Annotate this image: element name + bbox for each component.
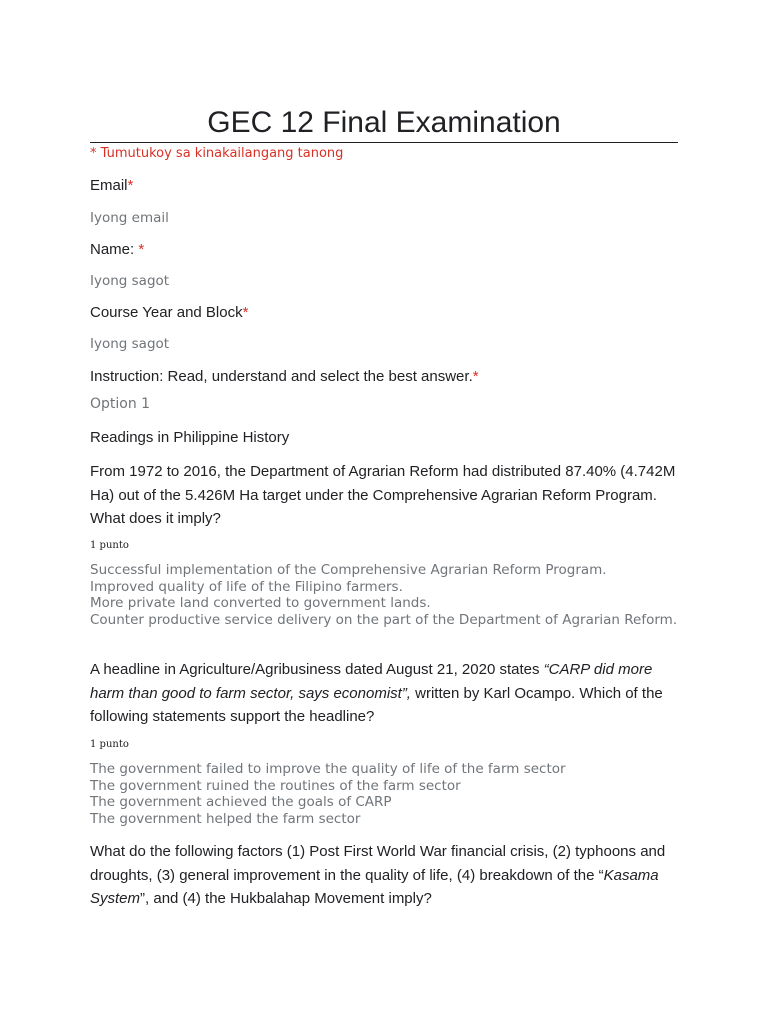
section-title: Readings in Philippine History bbox=[90, 429, 290, 446]
option-item[interactable]: Successful implementation of the Comprehensive Agrarian Reform Program. bbox=[90, 562, 607, 578]
email-field[interactable]: Iyong email bbox=[90, 210, 169, 226]
instruction-label bbox=[90, 367, 479, 387]
question-1-text: From 1972 to 2016, the Department of Agrarian Reform had distributed 87.40% (4.742M Ha) out of the 5.426M Ha target under the Comprehensive Agrarian Reform Program. What does it imply? bbox=[90, 463, 676, 527]
question-2-text-end: written by Karl Ocampo. Which of the following statements support the headline? bbox=[90, 684, 663, 725]
question-3-text bbox=[90, 840, 678, 911]
required-star: * bbox=[472, 368, 479, 385]
name-label bbox=[90, 240, 144, 260]
instruction-option[interactable]: Option 1 bbox=[90, 396, 151, 412]
question-3-kasama-system: Kasama System bbox=[90, 866, 659, 907]
email-label bbox=[90, 176, 133, 196]
course-field[interactable]: Iyong sagot bbox=[90, 336, 170, 352]
question-1-points: 1 punto bbox=[90, 540, 129, 551]
required-star: * bbox=[138, 241, 145, 258]
option-item[interactable]: The government ruined the routines of the farm sector bbox=[90, 777, 461, 794]
question-2-points: 1 punto bbox=[90, 739, 129, 750]
option-item[interactable]: Counter productive service delivery on the part of the Department of Agrarian Reform. bbox=[90, 611, 678, 628]
question-2-headline-quote: “CARP did more harm than good to farm sector, says economist”, bbox=[90, 661, 653, 702]
email-label-text: Email bbox=[90, 177, 128, 194]
title-divider bbox=[90, 142, 678, 143]
question-2-options bbox=[90, 761, 678, 827]
option-item[interactable]: More private land converted to government lands. bbox=[90, 595, 431, 611]
option-item[interactable]: The government failed to improve the quality of life of the farm sector bbox=[90, 761, 566, 777]
question-3-text-end: ”, and (4) the Hukbalahap Movement imply? bbox=[140, 890, 432, 907]
required-star: * bbox=[242, 304, 249, 321]
question-3-text-start: What do the following factors (1) Post First World War financial crisis, (2) typhoons and droughts, (3) general improvement in the quality of life, (4) breakdown of the “ bbox=[90, 843, 666, 884]
course-label bbox=[90, 303, 248, 323]
question-2-text bbox=[90, 658, 678, 729]
name-label-text: Name: bbox=[90, 241, 139, 258]
form-title: GEC 12 Final Examination bbox=[207, 106, 561, 139]
required-note: * Tumutukoy sa kinakailangang tanong bbox=[90, 146, 344, 161]
option-item[interactable]: Improved quality of life of the Filipino farmers. bbox=[90, 578, 403, 595]
course-label-text: Course Year and Block bbox=[90, 304, 243, 321]
instruction-label-text: Instruction: Read, understand and select the best answer. bbox=[90, 368, 473, 385]
question-2-text-start: A headline in Agriculture/Agribusiness dated August 21, 2020 states bbox=[90, 661, 544, 678]
option-item[interactable]: The government helped the farm sector bbox=[90, 810, 361, 827]
name-field[interactable]: Iyong sagot bbox=[90, 273, 170, 289]
option-item[interactable]: The government achieved the goals of CARP bbox=[90, 794, 392, 810]
question-1-options bbox=[90, 562, 678, 628]
required-star: * bbox=[127, 177, 134, 194]
